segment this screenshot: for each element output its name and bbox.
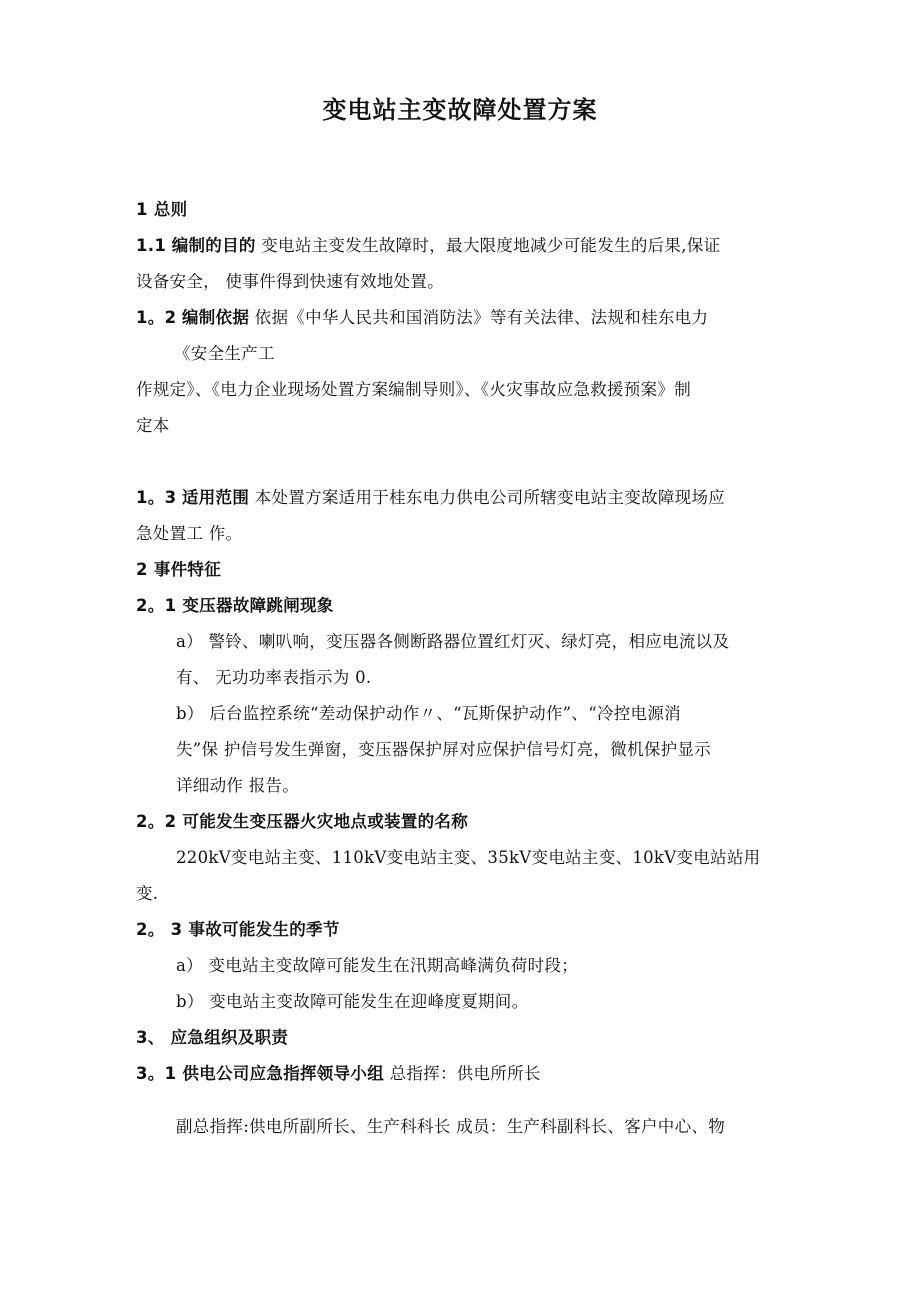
p11-label: 编制的目的 <box>171 236 256 255</box>
p31-label: 3。1 供电公司应急指挥领导小组 <box>136 1064 385 1083</box>
p12-text: 依据《中华人民共和国消防法》等有关法律、法规和桂东电力 <box>254 308 709 327</box>
item-b-line2: 失”保 护信号发生弹窗，变压器保护屏对应保护信号灯亮，微机保护显示 <box>176 740 712 759</box>
p12-text-line4: 定本 <box>136 416 170 435</box>
p23-item-b: b） 变电站主变故障可能发生在迎峰度夏期间。 <box>176 992 529 1011</box>
p12-number: 1。2 <box>136 308 177 327</box>
p23-item-a: a） 变电站主变故障可能发生在汛期高峰满负荷时段； <box>176 956 579 975</box>
subsection-2-1-heading: 2。1 变压器故障跳闸现象 <box>136 596 334 615</box>
item-a-line2: 有、 无功功率表指示为 0. <box>176 668 372 687</box>
p12-label: 编制依据 <box>181 308 250 327</box>
p12-text-line3: 作规定》、《电力企业现场处置方案编制导则》、《火灾事故应急救援预案》制 <box>136 380 691 399</box>
p31-text: 总指挥：供电所所长 <box>389 1064 541 1083</box>
p11-number: 1.1 <box>136 236 167 255</box>
p13-text: 本处置方案适用于桂东电力供电公司所辖变电站主变故障现场应 <box>254 488 726 507</box>
p22-text-line2: 变. <box>136 884 159 903</box>
p31-text-line2: 副总指挥:供电所副所长、生产科科长 成员：生产科副科长、客户中心、物 <box>176 1117 726 1136</box>
p11-text: 变电站主变发生故障时，最大限度地减少可能发生的后果,保证 <box>261 236 721 255</box>
item-b-line1: b） 后台监控系统“差动保护动作〃、“瓦斯保护动作”、“冷控电源消 <box>176 704 681 723</box>
item-a-line1: a） 警铃、喇叭响，变压器各侧断路器位置红灯灭、绿灯亮，相应电流以及 <box>176 632 730 651</box>
section-3-heading: 3、 应急组织及职责 <box>136 1028 289 1047</box>
item-b-line3: 详细动作 报告。 <box>176 776 300 795</box>
paragraph-1-3 <box>136 484 725 508</box>
paragraph-1-2 <box>136 304 708 328</box>
p22-text-line1: 220kV变电站主变、110kV变电站主变、35kV变电站主变、10kV变电站站用 <box>176 848 761 867</box>
subsection-2-2-heading: 2。2 可能发生变压器火灾地点或装置的名称 <box>136 812 469 831</box>
p13-label: 适用范围 <box>181 488 250 507</box>
subsection-2-3-heading: 2。 3 事故可能发生的季节 <box>136 920 340 939</box>
p11-text-line2: 设备安全， 使事件得到快速有效地处置。 <box>136 272 444 291</box>
section-2-heading: 2 事件特征 <box>136 560 222 579</box>
p13-number: 1。3 <box>136 488 177 507</box>
document-title: 变电站主变故障处置方案 <box>322 96 598 124</box>
paragraph-1-1 <box>136 232 720 256</box>
section-1-heading: 1 总则 <box>136 200 188 219</box>
p13-text-line2: 急处置工 作。 <box>136 524 243 543</box>
paragraph-3-1 <box>136 1060 541 1084</box>
p12-text-line2: 《安全生产工 <box>174 344 275 363</box>
